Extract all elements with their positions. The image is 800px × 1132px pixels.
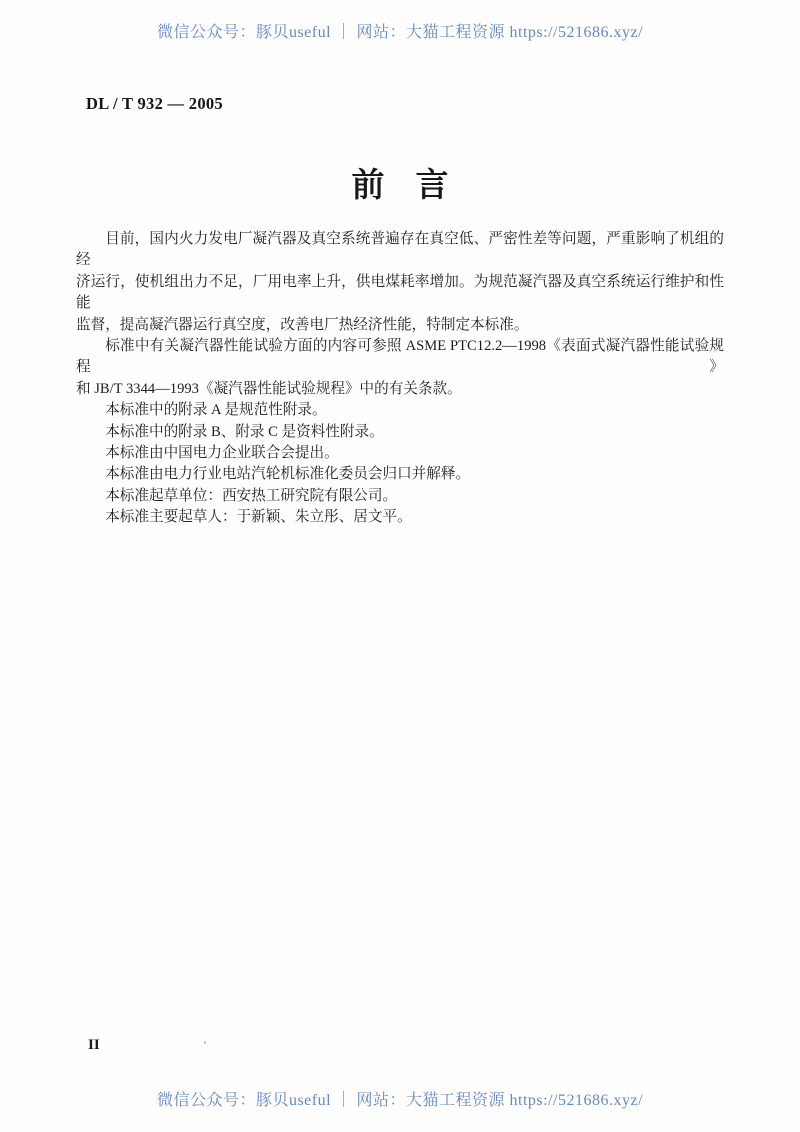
body-line: 监督，提高凝汽器运行真空度，改善电厂热经济性能，特制定本标准。 bbox=[76, 316, 529, 333]
body-line: 济运行，使机组出力不足，厂用电率上升，供电煤耗率增加。为规范凝汽器及真空系统运行维护和性能 bbox=[76, 273, 724, 312]
page-title bbox=[0, 159, 800, 206]
watermark-header: 微信公众号：豚贝useful ｜ 网站：大猫工程资源 https://521686.xyz/ bbox=[156, 24, 644, 41]
body-line: 标准中有关凝汽器性能试验方面的内容可参照 ASME PTC12.2—1998《表面式凝汽器性能试验规程》 bbox=[76, 338, 724, 376]
body-line: 目前，国内火力发电厂凝汽器及真空系统普遍存在真空低、严密性差等问题，严重影响了机组的经 bbox=[76, 231, 724, 269]
title-char-yan: 言 bbox=[415, 168, 449, 204]
scan-artifact bbox=[204, 1041, 206, 1044]
body-line: 本标准起草单位：西安热工研究院有限公司。 bbox=[105, 487, 398, 504]
body-line: 本标准主要起草人：于新颖、朱立彤、居文平。 bbox=[105, 509, 412, 526]
standard-number: DL / T 932 — 2005 bbox=[86, 94, 223, 113]
title-char-qian: 前 bbox=[351, 168, 385, 204]
body-line: 本标准由中国电力企业联合会提出。 bbox=[105, 445, 339, 462]
body-line: 和 JB/T 3344—1993《凝汽器性能试验规程》中的有关条款。 bbox=[76, 380, 462, 397]
foreword-body bbox=[76, 229, 724, 529]
body-line: 本标准由电力行业电站汽轮机标准化委员会归口并解释。 bbox=[105, 466, 471, 483]
body-line: 本标准中的附录 B、附录 C 是资料性附录。 bbox=[105, 423, 384, 440]
watermark-footer: 微信公众号：豚贝useful ｜ 网站：大猫工程资源 https://521686.xyz/ bbox=[156, 1092, 644, 1109]
page-number: II bbox=[88, 1037, 100, 1053]
body-line: 本标准中的附录 A 是规范性附录。 bbox=[105, 402, 327, 419]
